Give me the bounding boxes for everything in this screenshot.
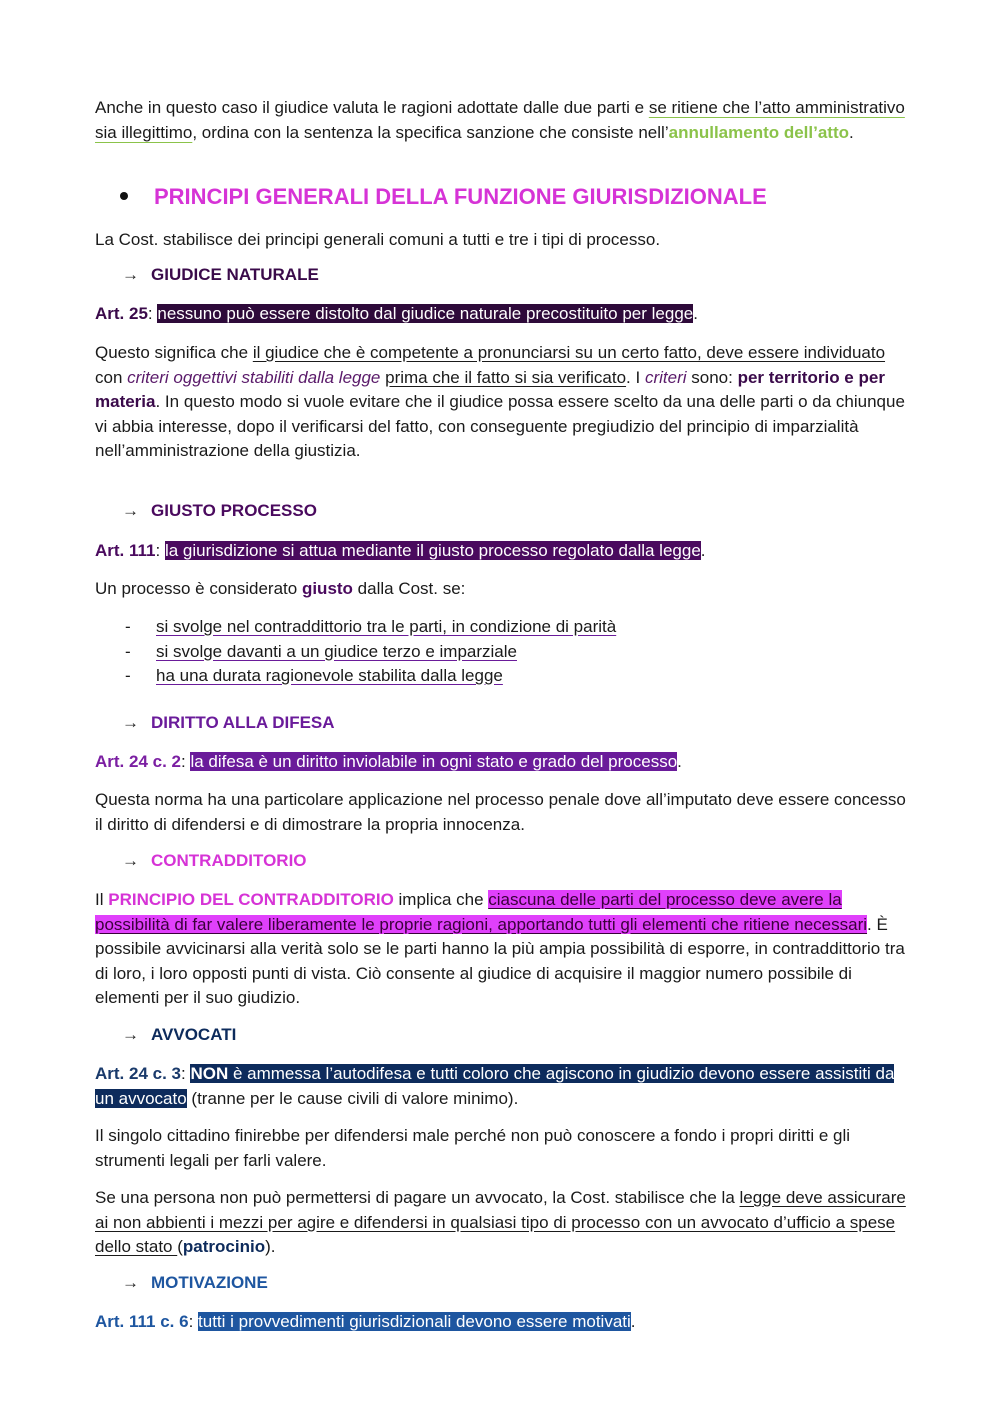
section-heading-diritto-difesa: [122, 713, 335, 733]
bullet-icon: [120, 192, 128, 200]
list-item-text: si svolge nel contraddittorio tra le parti, in condizione di parità: [156, 617, 617, 636]
article-label: Art. 24 c. 2: [95, 752, 181, 771]
section-heading-giusto-processo: [122, 501, 317, 521]
contraddittorio-paragraph: [95, 888, 915, 1011]
punctuation: .: [700, 541, 706, 560]
bold-text: giusto: [301, 579, 353, 598]
giusto-processo-paragraph: [95, 577, 915, 602]
highlighted-text: ciascuna delle parti del processo deve avere la possibilità di far valere liberamente le proprie ragioni, apportando tutti gli elementi che ritiene necessari: [95, 890, 868, 934]
dash-bullet: -: [125, 666, 131, 685]
main-heading-text: PRINCIPI GENERALI DELLA FUNZIONE GIURISDIZIONALE: [154, 184, 767, 209]
giudice-naturale-paragraph: [95, 341, 915, 464]
punctuation: :: [181, 1064, 191, 1083]
diritto-difesa-paragraph: Questa norma ha una particolare applicazione nel processo penale dove all’imputato deve essere concesso il diritto di difendersi e di dimostrare la propria innocenza.: [95, 790, 906, 834]
text: dalla Cost. se:: [352, 579, 466, 598]
text: Se una persona non può permettersi di pagare un avvocato, la Cost. stabilisce che la: [95, 1188, 740, 1207]
text: .: [849, 122, 854, 142]
italic-text: criteri oggettivi stabiliti dalla legge: [127, 367, 381, 387]
bold-text: per territorio e per materia: [95, 367, 885, 411]
arrow-icon: →: [122, 851, 139, 870]
section-heading-contraddittorio: [122, 851, 307, 871]
emphasis-text: annullamento dell’atto: [668, 122, 850, 142]
article-111-c6: [95, 1310, 915, 1335]
text: , ordina con la sentenza la specifica sanzione che consiste nell’: [192, 122, 669, 142]
section-heading-motivazione: [122, 1273, 268, 1293]
arrow-icon: →: [122, 713, 139, 732]
article-111: [95, 539, 915, 564]
avvocati-paragraph-1: Il singolo cittadino finirebbe per difendersi male perché non può conoscere a fondo i propri diritti e gli strumenti legali per farli valere.: [95, 1126, 851, 1170]
arrow-icon: →: [122, 1273, 139, 1292]
article-label: Art. 111 c. 6: [95, 1312, 189, 1331]
text: Questo significa che: [95, 343, 253, 362]
text: ).: [265, 1237, 276, 1256]
text: Un processo è considerato: [95, 579, 302, 598]
arrow-icon: →: [122, 1025, 139, 1044]
dash-bullet: -: [125, 617, 131, 636]
article-25: [95, 302, 915, 327]
section-title: GIUDICE NATURALE: [151, 265, 319, 284]
text: . I: [626, 367, 645, 387]
text: Anche in questo caso il giudice valuta le ragioni adottate dalle due parti e: [95, 98, 649, 117]
section-title: MOTIVAZIONE: [151, 1273, 268, 1292]
dash-bullet: -: [125, 641, 131, 661]
underlined-text: il giudice che è competente a pronunciarsi su un certo fatto, deve essere individuato: [252, 343, 886, 362]
intro-paragraph: [95, 96, 915, 145]
list-item: [125, 615, 616, 640]
text: . In questo modo si vuole evitare che il giudice possa essere scelto da una delle parti o da chiunque vi abbia interesse, dopo il verificarsi del fatto, con conseguente pregiudizio del principio di imparzialità nell’amministrazione della giustizia.: [95, 392, 905, 460]
text: Il: [95, 890, 109, 909]
article-label: Art. 25: [95, 304, 148, 323]
article-label: Art. 24 c. 3: [95, 1064, 181, 1083]
section-heading-giudice-naturale: [122, 265, 319, 285]
section-title: AVVOCATI: [151, 1025, 237, 1044]
article-24-c3: [95, 1062, 915, 1111]
arrow-icon: →: [122, 265, 139, 284]
article-24-c2: [95, 750, 915, 775]
highlighted-text: la giurisdizione si attua mediante il giusto processo regolato dalla legge: [164, 541, 701, 560]
bold-text: PRINCIPIO DEL CONTRADDITORIO: [108, 890, 394, 909]
highlighted-text: la difesa è un diritto inviolabile in ogni stato e grado del processo: [190, 752, 678, 771]
italic-text: criteri: [644, 367, 687, 387]
list-item: [125, 640, 616, 665]
requirements-list: [125, 615, 616, 689]
text: implica che: [393, 890, 489, 909]
underlined-text: prima che il fatto si sia verificato: [385, 367, 627, 387]
punctuation: :: [188, 1312, 199, 1331]
list-item-text: si svolge davanti a un giudice terzo e imparziale: [156, 641, 517, 661]
punctuation: :: [181, 752, 191, 771]
punctuation: .: [677, 752, 682, 771]
text: (tranne per le cause civili di valore minimo).: [186, 1088, 519, 1108]
list-item: [125, 664, 616, 689]
punctuation: .: [630, 1312, 636, 1331]
underlined-text: se ritiene che l’atto amministrativo sia illegittimo: [95, 98, 905, 142]
highlighted-text: nessuno può essere distolto dal giudice naturale precostituito per legge: [157, 304, 694, 323]
text: (: [177, 1237, 183, 1256]
underlined-text: legge deve assicurare ai non abbienti i mezzi per agire e difendersi in qualsiasi tipo di processo con un avvocato d’ufficio a spese dello stato: [95, 1188, 906, 1256]
punctuation: .: [693, 304, 698, 323]
section-title: GIUSTO PROCESSO: [151, 501, 317, 520]
text: . È possibile avvicinarsi alla verità solo se le parti hanno la più ampia possibilità di esporre, in contraddittorio tra di loro, i loro opposti punti di vista. Ciò consente al giudice di acquisire il maggior numero possibile di elementi per il suo giudizio.: [95, 914, 905, 1007]
bold-text: patrocinio: [182, 1237, 266, 1256]
section-title: CONTRADDITORIO: [151, 851, 307, 870]
punctuation: :: [155, 541, 165, 560]
highlighted-text: è ammessa l’autodifesa e tutti coloro che agiscono in giudizio devono essere assistiti da un avvocato: [95, 1064, 895, 1108]
punctuation: :: [147, 304, 158, 323]
section-heading-avvocati: [122, 1025, 236, 1045]
intro2-paragraph: La Cost. stabilisce dei principi generali comuni a tutti e tre i tipi di processo.: [95, 230, 661, 249]
avvocati-paragraph-2: [95, 1186, 915, 1260]
text: con: [95, 367, 128, 387]
highlighted-text: tutti i provvedimenti giurisdizionali devono essere motivati: [198, 1312, 631, 1331]
main-heading: [120, 184, 767, 210]
article-label: Art. 111: [95, 541, 156, 560]
section-title: DIRITTO ALLA DIFESA: [151, 713, 335, 732]
highlighted-bold-text: NON: [190, 1064, 229, 1083]
list-item-text: ha una durata ragionevole stabilita dalla legge: [156, 666, 503, 685]
text: sono:: [686, 367, 738, 387]
arrow-icon: →: [122, 501, 139, 520]
